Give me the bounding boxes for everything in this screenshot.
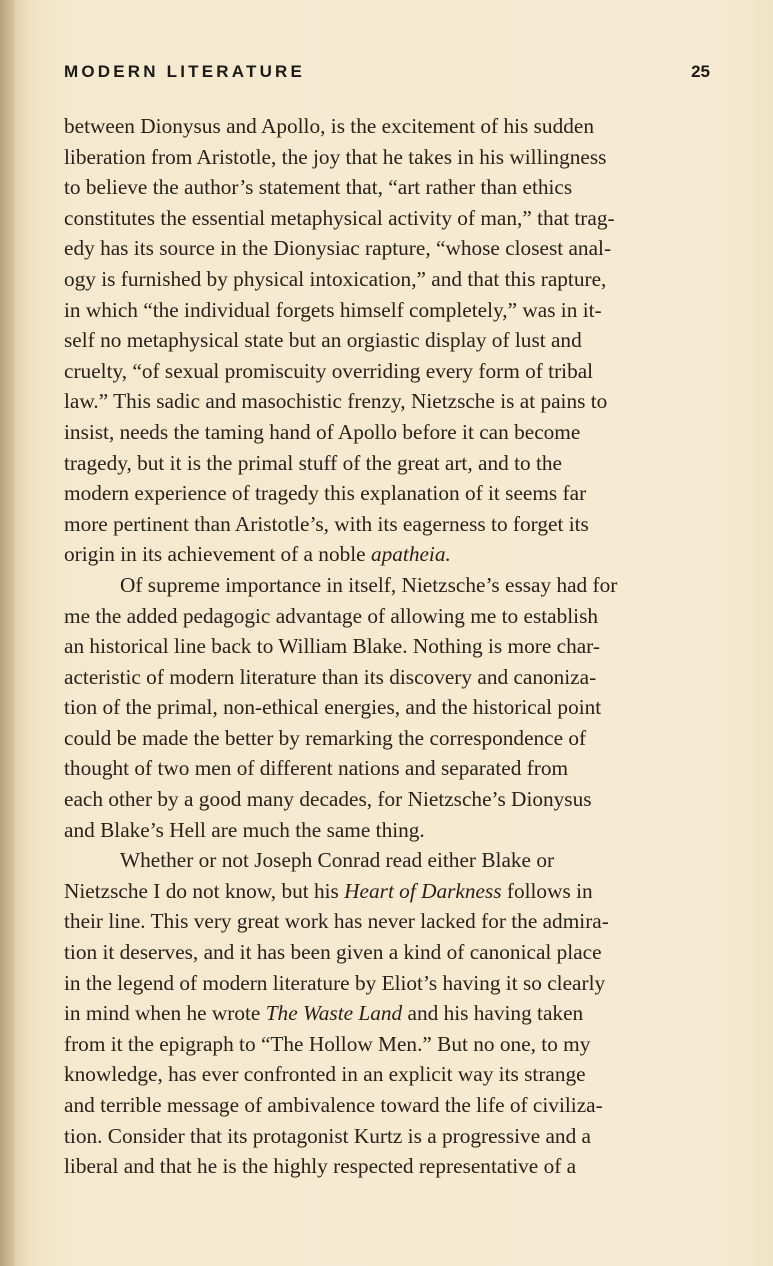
text-line: self no metaphysical state but an orgiastic display of lust and — [64, 328, 582, 353]
italic-heart-of-darkness: Heart of Darkness — [344, 878, 502, 903]
text-fragment: in mind when he wrote — [64, 1001, 261, 1026]
text-line: liberation from Aristotle, the joy that he takes in his willingness — [64, 144, 607, 169]
text-line: knowledge, has ever confronted in an explicit way its strange — [64, 1062, 586, 1087]
paragraph-start-line: Of supreme importance in itself, Nietzsche’s essay had for — [120, 572, 618, 597]
text-line: between Dionysus and Apollo, is the excitement of his sudden — [64, 114, 594, 138]
text-line: law.” This sadic and masochistic frenzy, Nietzsche is at pains to — [64, 389, 608, 414]
text-line: and Blake’s Hell are much the same thing. — [64, 817, 425, 842]
text-line: tion of the primal, non-ethical energies, and the historical point — [64, 695, 602, 720]
text-line — [64, 876, 710, 907]
text-line: me the added pedagogic advantage of allowing me to establish — [64, 603, 599, 628]
text-line: their line. This very great work has never lacked for the admira- — [64, 909, 609, 934]
text-line: insist, needs the taming hand of Apollo before it can become — [64, 419, 581, 444]
running-header — [64, 58, 710, 86]
text-line — [64, 539, 710, 570]
text-line: an historical line back to William Blake. Nothing is more char- — [64, 634, 600, 659]
text-line: in which “the individual forgets himself completely,” was in it- — [64, 297, 602, 322]
text-line: each other by a good many decades, for Nietzsche’s Dionysus — [64, 787, 592, 812]
text-line: modern experience of tragedy this explanation of it seems far — [64, 481, 587, 506]
running-title: MODERN LITERATURE — [64, 62, 306, 81]
text-line: edy has its source in the Dionysiac rapture, “whose closest anal- — [64, 236, 612, 261]
text-line: tion. Consider that its protagonist Kurtz is a progressive and a — [64, 1123, 592, 1148]
text-line: could be made the better by remarking the correspondence of — [64, 725, 587, 750]
text-fragment: origin in its achievement of a noble — [64, 542, 366, 567]
text-line: ogy is furnished by physical intoxication,” and that this rapture, — [64, 266, 607, 291]
text-line: more pertinent than Aristotle’s, with its eagerness to forget its — [64, 511, 589, 536]
text-line: and terrible message of ambivalence toward the life of civiliza- — [64, 1093, 603, 1117]
text-line: thought of two men of different nations and separated from — [64, 756, 569, 781]
text-line — [64, 998, 710, 1029]
italic-apatheia: apatheia. — [370, 542, 451, 567]
text-line: liberal and that he is the highly respected representative of a — [64, 1154, 577, 1179]
text-line: cruelty, “of sexual promiscuity overriding every form of tribal — [64, 358, 594, 383]
paragraph-start-line: Whether or not Joseph Conrad read either Blake or — [120, 848, 555, 873]
text-line: constitutes the essential metaphysical activity of man,” that trag- — [64, 205, 615, 230]
text-line: acteristic of modern literature than its discovery and canoniza- — [64, 664, 597, 689]
text-line: tragedy, but it is the primal stuff of the great art, and to the — [64, 450, 562, 475]
text-line: in the legend of modern literature by Eliot’s having it so clearly — [64, 970, 606, 995]
text-fragment: and his having taken — [407, 1001, 584, 1026]
body-text — [64, 111, 710, 1182]
text-line: from it the epigraph to “The Hollow Men.” But no one, to my — [64, 1031, 591, 1056]
text-fragment: Nietzsche I do not know, but his — [64, 878, 339, 903]
page-binding-shadow — [0, 0, 14, 1266]
text-line: to believe the author’s statement that, “art rather than ethics — [64, 175, 573, 200]
italic-waste-land: The Waste Land — [265, 1001, 403, 1026]
text-line: tion it deserves, and it has been given a kind of canonical place — [64, 940, 602, 965]
text-fragment: follows in — [506, 878, 593, 903]
page-number: 25 — [691, 62, 710, 81]
